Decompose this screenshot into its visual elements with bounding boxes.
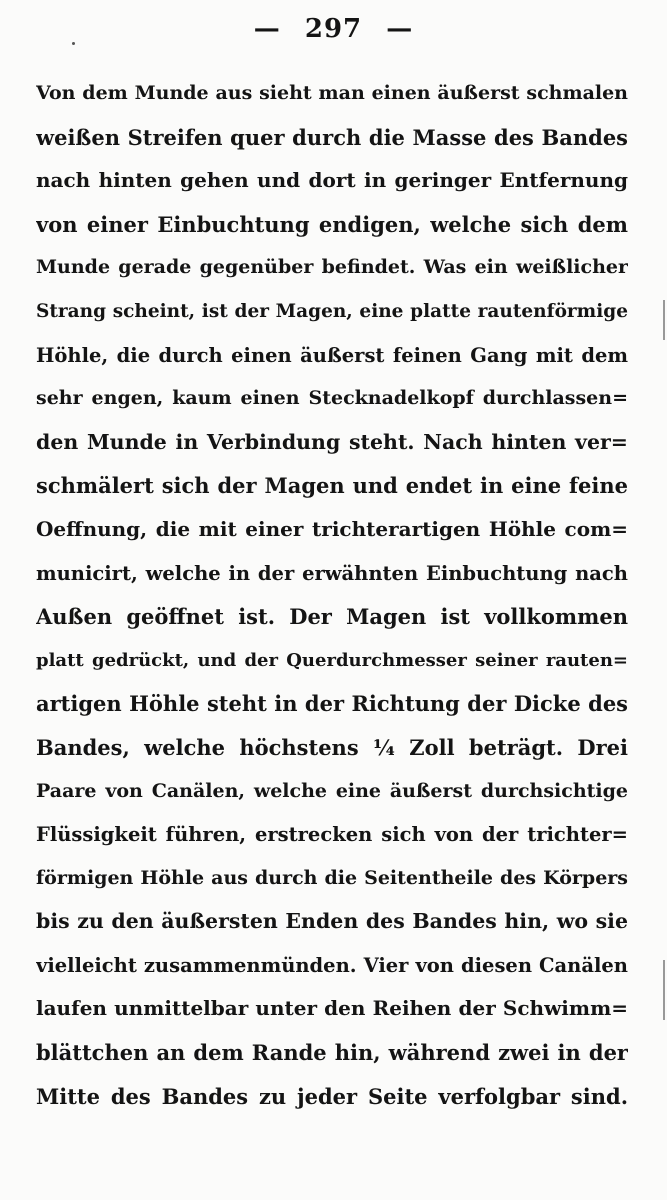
text-line: laufen unmittelbar unter den Reihen der Schwimm= xyxy=(36,996,628,1021)
text-line: Flüssigkeit führen, erstrecken sich von der trichter= xyxy=(36,823,628,847)
text-line: schmälert sich der Magen und endet in eine feine xyxy=(36,473,628,499)
text-line: Munde gerade gegenüber befindet. Was ein weißlicher xyxy=(36,256,628,279)
page-number: 297 xyxy=(304,14,363,44)
text-line: sehr engen, kaum einen Stecknadelkopf durchlassen= xyxy=(36,387,628,410)
text-line: Oeffnung, die mit einer trichterartigen Höhle com= xyxy=(36,516,628,541)
text-line: Strang scheint, ist der Magen, eine platte rautenförmige xyxy=(36,300,628,322)
text-line: den Munde in Verbindung steht. Nach hinten ver= xyxy=(36,429,628,454)
text-line: platt gedrückt, und der Querdurchmesser seiner rauten= xyxy=(36,649,628,671)
text-line: vielleicht zusammenmünden. Vier von diesen Canälen xyxy=(36,953,628,977)
text-line: Bandes, welche höchstens ¼ Zoll beträgt. Drei xyxy=(36,734,628,760)
text-line: municirt, welche in der erwähnten Einbuchtung nach xyxy=(36,561,628,585)
text-line: förmigen Höhle aus durch die Seitentheile des Körpers xyxy=(36,866,628,889)
text-line: Außen geöffnet ist. Der Magen ist vollkommen xyxy=(36,604,628,630)
header-dash-right: — xyxy=(386,14,414,44)
text-line: Höhle, die durch einen äußerst feinen Gang mit dem xyxy=(36,343,628,367)
header-dash-left: — xyxy=(253,14,281,44)
page-edge-mark xyxy=(663,960,665,1020)
text-line: Paare von Canälen, welche eine äußerst durchsichtige xyxy=(36,779,628,802)
page-header xyxy=(0,14,667,44)
text-line: Von dem Munde aus sieht man einen äußerst schmalen xyxy=(36,82,628,104)
page-edge-mark xyxy=(663,300,665,340)
text-line: bis zu den äußersten Enden des Bandes hin, wo sie xyxy=(36,909,628,934)
text-line: nach hinten gehen und dort in geringer Entfernung xyxy=(36,168,628,193)
body-text xyxy=(36,72,628,1118)
text-line: Mitte des Bandes zu jeder Seite verfolgbar sind. xyxy=(36,1083,628,1109)
text-line: blättchen an dem Rande hin, während zwei in der xyxy=(36,1040,628,1066)
print-speck xyxy=(72,42,75,45)
text-line: von einer Einbuchtung endigen, welche sich dem xyxy=(36,211,628,237)
text-line: artigen Höhle steht in der Richtung der Dicke des xyxy=(36,691,628,717)
text-line: weißen Streifen quer durch die Masse des Bandes xyxy=(36,124,628,150)
